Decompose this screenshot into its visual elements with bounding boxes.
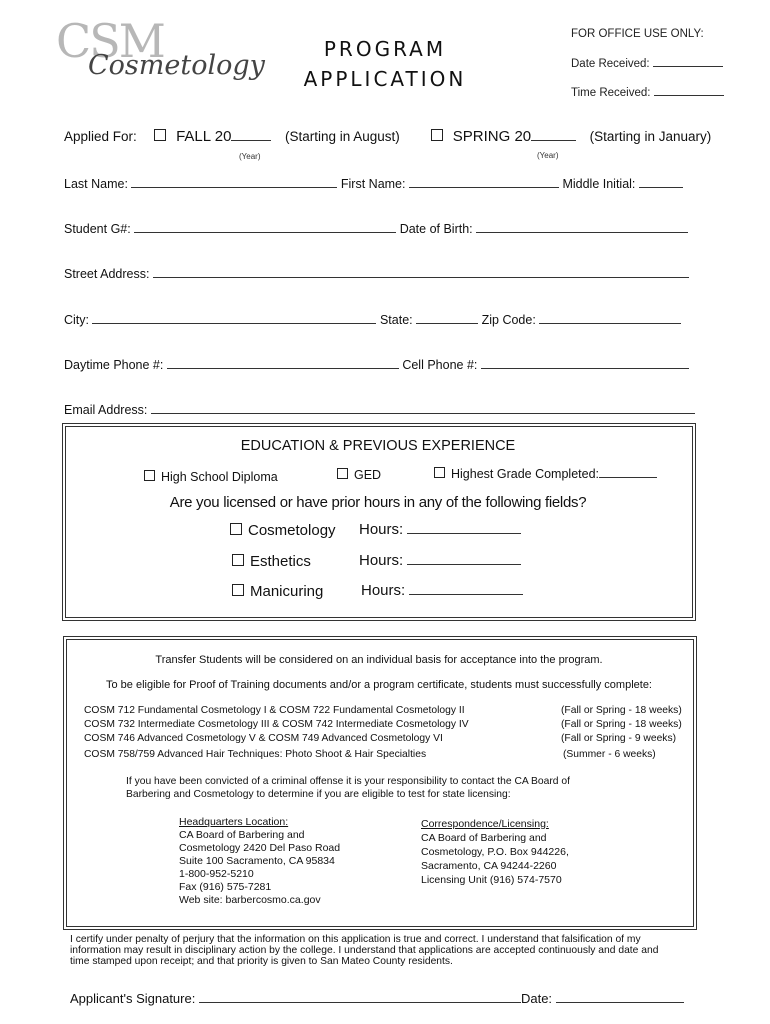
fall-year-hint: (Year): [239, 152, 261, 161]
hs-diploma-option: [144, 470, 278, 484]
course-2-term: (Fall or Spring - 18 weeks): [561, 719, 682, 730]
signature-field[interactable]: [199, 1002, 521, 1003]
email-row: [64, 403, 695, 417]
name-row: [64, 177, 683, 191]
zip-field[interactable]: [539, 323, 681, 324]
cosmetology-checkbox[interactable]: [230, 523, 242, 535]
phone-row: [64, 358, 689, 372]
title-line-2: APPLICATION: [303, 67, 467, 91]
course-1: COSM 712 Fundamental Cosmetology I & COSM 722 Fundamental Cosmetology II: [84, 705, 465, 716]
corr-line: Licensing Unit (916) 574-7570: [421, 874, 562, 886]
email-field[interactable]: [151, 413, 695, 414]
state-label: State:: [379, 313, 413, 327]
course-4-term: (Summer - 6 weeks): [563, 749, 656, 760]
certify-line-1: I certify under penalty of perjury that the information on this application is true and correct. I understand that falsification of my: [70, 934, 641, 945]
date-received-label: Date Received:: [571, 58, 650, 70]
spring-year-field[interactable]: [531, 140, 576, 141]
last-name-field[interactable]: [131, 187, 337, 188]
signature-date-label: Date:: [520, 991, 553, 1006]
esthetics-hours-label: Hours:: [359, 552, 404, 569]
licensed-question: Are you licensed or have prior hours in any of the following fields?: [169, 494, 587, 511]
corr-line: Sacramento, CA 94244-2260: [421, 860, 557, 872]
corr-line: CA Board of Barbering and: [421, 832, 547, 844]
time-received-row: [571, 87, 724, 99]
spring-row: [431, 128, 711, 145]
hs-diploma-checkbox[interactable]: [144, 470, 155, 481]
highest-grade-label: Highest Grade Completed:: [451, 467, 599, 481]
education-heading: EDUCATION & PREVIOUS EXPERIENCE: [240, 438, 516, 454]
page-title: [285, 34, 485, 94]
hq-website: Web site: barbercosmo.ca.gov: [179, 894, 321, 906]
applied-for-label: Applied For:: [64, 129, 137, 144]
hs-diploma-label: High School Diploma: [161, 470, 278, 484]
office-use-heading: FOR OFFICE USE ONLY:: [571, 28, 704, 40]
signature-row: [70, 991, 684, 1006]
street-row: [64, 267, 689, 281]
hq-heading: Headquarters Location:: [179, 816, 289, 828]
spring-note: (Starting in January): [589, 129, 712, 144]
fall-checkbox[interactable]: [154, 129, 166, 141]
dob-label: Date of Birth:: [399, 222, 473, 236]
esthetics-hours-field[interactable]: [407, 564, 521, 565]
logo-csm: CSM: [56, 14, 164, 68]
cosmetology-hours-row: [359, 521, 521, 538]
city-field[interactable]: [92, 323, 376, 324]
spring-label: SPRING 20: [452, 128, 532, 145]
esthetics-checkbox[interactable]: [232, 554, 244, 566]
hq-line: Suite 100 Sacramento, CA 95834: [179, 855, 335, 867]
highest-grade-checkbox[interactable]: [434, 467, 445, 478]
cosmetology-hours-label: Hours:: [359, 521, 404, 538]
middle-initial-field[interactable]: [639, 187, 683, 188]
fall-label: FALL 20: [176, 128, 232, 145]
esthetics-label: Esthetics: [250, 553, 311, 570]
certify-line-2: information may result in disciplinary action by the college. I understand that applications are accepted continuously and date and: [70, 945, 659, 956]
date-received-row: [571, 58, 723, 70]
signature-date-field[interactable]: [556, 1002, 684, 1003]
cosmetology-label: Cosmetology: [248, 522, 336, 539]
student-g-field[interactable]: [134, 232, 396, 233]
hq-line: 1-800-952-5210: [179, 868, 254, 880]
cosmetology-hours-field[interactable]: [407, 533, 521, 534]
course-4: COSM 758/759 Advanced Hair Techniques: Photo Shoot & Hair Specialties: [84, 749, 427, 760]
student-row: [64, 222, 688, 236]
cell-phone-field[interactable]: [481, 368, 689, 369]
logo-cosmetology: Cosmetology: [88, 50, 265, 81]
title-line-1: PROGRAM: [323, 37, 447, 61]
hq-line: CA Board of Barbering and: [179, 829, 305, 841]
city-label: City:: [64, 313, 89, 327]
manicuring-checkbox[interactable]: [232, 584, 244, 596]
course-3-term: (Fall or Spring - 9 weeks): [561, 733, 677, 744]
manicuring-label: Manicuring: [250, 583, 324, 600]
spring-year-hint: (Year): [537, 151, 559, 160]
ged-label: GED: [354, 468, 382, 482]
fall-year-field[interactable]: [231, 140, 271, 141]
first-name-field[interactable]: [409, 187, 559, 188]
manicuring-hours-label: Hours:: [361, 582, 406, 599]
course-3: COSM 746 Advanced Cosmetology V & COSM 749 Advanced Cosmetology VI: [84, 733, 443, 744]
last-name-label: Last Name:: [64, 177, 128, 191]
certification-text: [70, 934, 658, 967]
corr-line: Cosmetology, P.O. Box 944226,: [421, 846, 569, 858]
esthetics-option: [232, 553, 311, 570]
email-label: Email Address:: [64, 403, 148, 417]
manicuring-hours-row: [361, 582, 523, 599]
date-received-field[interactable]: [653, 66, 723, 67]
fall-note: (Starting in August): [284, 129, 400, 144]
hq-line: Fax (916) 575-7281: [179, 881, 272, 893]
middle-initial-label: Middle Initial:: [562, 177, 636, 191]
time-received-label: Time Received:: [571, 87, 651, 99]
cell-phone-label: Cell Phone #:: [402, 358, 478, 372]
certify-line-3: time stamped upon receipt; and that priority is given to San Mateo County residents.: [70, 956, 453, 967]
state-field[interactable]: [416, 323, 478, 324]
street-field[interactable]: [153, 277, 689, 278]
transfer-note: Transfer Students will be considered on an individual basis for acceptance into the program.: [155, 654, 603, 666]
ged-option: [337, 468, 381, 482]
daytime-phone-label: Daytime Phone #:: [64, 358, 164, 372]
corr-heading: Correspondence/Licensing:: [421, 818, 549, 830]
time-received-field[interactable]: [654, 95, 724, 96]
criminal-note-1: If you have been convicted of a criminal offense it is your responsibility to contact the CA Board of: [126, 776, 570, 787]
hq-line: Cosmetology 2420 Del Paso Road: [179, 842, 341, 854]
applied-for-row: [64, 128, 400, 145]
manicuring-hours-field[interactable]: [409, 594, 523, 595]
ged-checkbox[interactable]: [337, 468, 348, 479]
highest-grade-field[interactable]: [599, 477, 657, 478]
dob-field[interactable]: [476, 232, 688, 233]
esthetics-hours-row: [359, 552, 521, 569]
highest-grade-option: [434, 467, 657, 481]
hq-location: [179, 816, 340, 907]
street-label: Street Address:: [64, 267, 150, 281]
spring-checkbox[interactable]: [431, 129, 443, 141]
course-1-term: (Fall or Spring - 18 weeks): [561, 705, 682, 716]
manicuring-option: [232, 583, 323, 600]
cosmetology-option: [230, 522, 336, 539]
daytime-phone-field[interactable]: [167, 368, 399, 369]
zip-label: Zip Code:: [481, 313, 536, 327]
city-row: [64, 313, 681, 327]
criminal-note-2: Barbering and Cosmetology to determine if you are eligible to test for state licensing:: [126, 789, 511, 800]
correspondence: [421, 817, 569, 887]
eligibility-note: To be eligible for Proof of Training documents and/or a program certificate, students must successfully complete:: [106, 679, 652, 691]
student-g-label: Student G#:: [64, 222, 131, 236]
signature-label: Applicant's Signature:: [70, 991, 196, 1006]
course-2: COSM 732 Intermediate Cosmetology III & COSM 742 Intermediate Cosmetology IV: [84, 719, 469, 730]
first-name-label: First Name:: [340, 177, 406, 191]
